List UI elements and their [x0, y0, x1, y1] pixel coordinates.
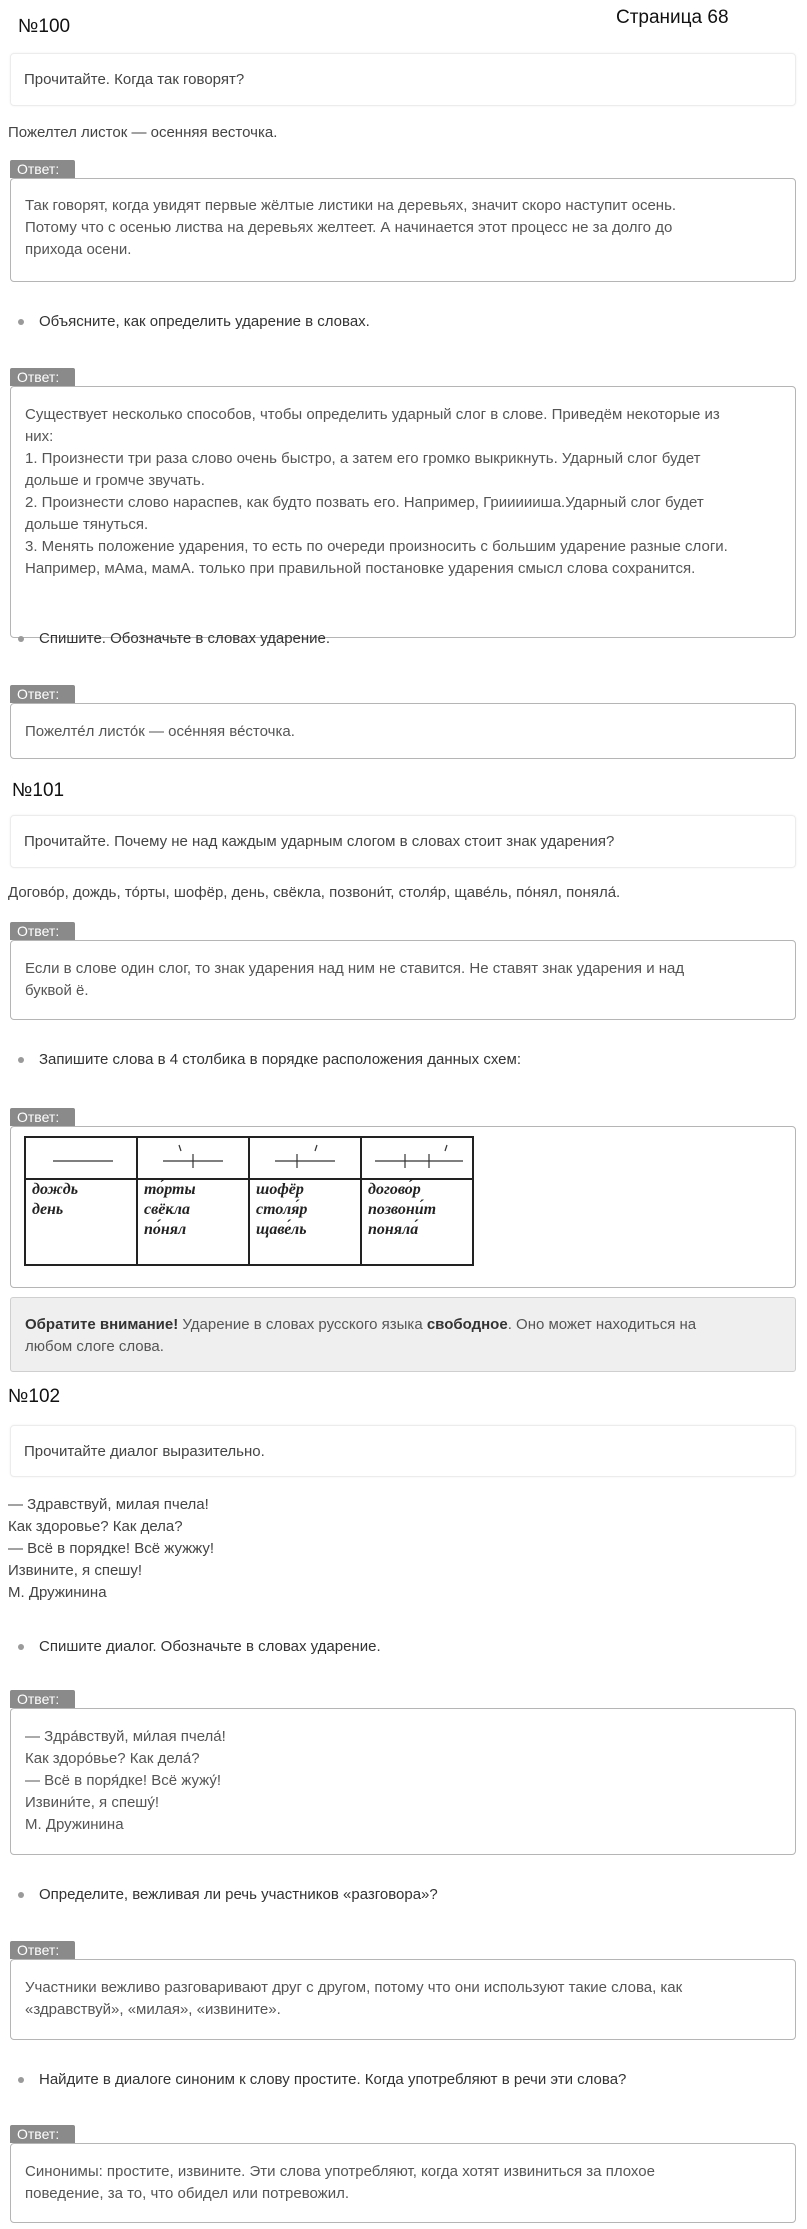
- answer-line: — Здра́вствуй, ми́лая пчела́!: [25, 1728, 226, 1745]
- answer-line: Потому что с осенью листва на деревьях желтеет. А начинается этот процесс не за долго до: [25, 219, 673, 236]
- task-text: Найдите в диалоге синоним к слову простите. Когда употребляют в речи эти слова?: [39, 2071, 627, 2088]
- question-text: Прочитайте. Почему не над каждым ударным слогом в словах стоит знак ударения?: [24, 833, 615, 850]
- column-word: по́нял: [144, 1221, 187, 1238]
- task-item: [18, 630, 330, 647]
- column-word: шофёр: [256, 1181, 304, 1198]
- exercise-number-101: №101: [12, 780, 65, 801]
- exercise-number-102: №102: [8, 1386, 61, 1407]
- question-text: Прочитайте диалог выразительно.: [24, 1442, 265, 1460]
- task-text: Спишите. Обозначьте в словах ударение.: [39, 630, 331, 647]
- bullet-icon: [18, 636, 24, 642]
- answer-line: дольше и громче звучать.: [25, 472, 205, 489]
- answer-line: Как здоро́вье? Как дела́?: [25, 1750, 200, 1767]
- exercise-number-100: №100: [18, 16, 71, 37]
- stress-schema-icon: [143, 1141, 243, 1171]
- column-word: поняла́: [368, 1221, 419, 1238]
- bullet-icon: [18, 1057, 24, 1063]
- answer-box: [10, 386, 796, 638]
- column-word: позвони́т: [368, 1201, 437, 1218]
- note-bold: Обратите внимание!: [25, 1316, 179, 1333]
- answer-label: Ответ:: [10, 1941, 75, 1959]
- words-text: Догово́р, дождь, то́рты, шофёр, день, свёкла, позвони́т, столя́р, щаве́ль, по́нял, поняла́.: [8, 884, 621, 901]
- answer-line: Извини́те, я спешу́!: [25, 1794, 160, 1811]
- bullet-icon: [18, 319, 24, 325]
- answer-line: 3. Менять положение ударения, то есть по очереди произносить с большим ударение разные слоги.: [25, 538, 728, 555]
- answer-line: 2. Произнести слово нараспев, как будто позвать его. Например, Гриииииша.Ударный слог будет: [25, 494, 704, 511]
- question-box: [10, 53, 796, 106]
- task-item: [18, 1886, 438, 1903]
- answer-line: Пожелте́л листо́к — осе́нняя ве́сточка.: [25, 723, 295, 740]
- page-number: Страница 68: [616, 7, 729, 28]
- schema-2: [137, 1137, 249, 1179]
- answer-line: Участники вежливо разговаривают друг с другом, потому что они используют такие слова, как: [25, 1979, 683, 1996]
- answer-label: Ответ:: [10, 2125, 75, 2143]
- answer-line: Если в слове один слог, то знак ударения над ним не ставится. Не ставят знак ударения и над: [25, 960, 685, 977]
- answer-line: Так говорят, когда увидят первые жёлтые листики на деревьях, значит скоро наступит осень.: [25, 197, 677, 214]
- schema-column-3: [249, 1179, 361, 1265]
- answer-label: Ответ:: [10, 685, 75, 703]
- task-text: Объясните, как определить ударение в словах.: [39, 313, 370, 330]
- question-text: Прочитайте. Когда так говорят?: [24, 71, 245, 88]
- bullet-icon: [18, 1892, 24, 1898]
- column-word: дождь: [32, 1181, 79, 1198]
- column-word: то́рты: [144, 1181, 196, 1198]
- note-bold: свободное: [426, 1316, 508, 1333]
- schema-3: [249, 1137, 361, 1179]
- task-text: Определите, вежливая ли речь участников «разговора»?: [39, 1886, 438, 1903]
- task-item: [18, 1638, 381, 1655]
- answer-line: дольше тянуться.: [25, 516, 149, 533]
- answer-line: буквой ё.: [25, 982, 89, 999]
- answer-line: Синонимы: простите, извините. Эти слова употребляют, когда хотят извиниться за плохое: [25, 2163, 655, 2180]
- dialog-line: Извините, я спешу!: [8, 1562, 143, 1579]
- schema-table: [24, 1136, 474, 1266]
- answer-label: Ответ:: [10, 1108, 75, 1126]
- answer-line: Например, мАма, мамА. только при правильной постановке ударения смысл слова сохранится.: [25, 560, 696, 577]
- schema-4: [361, 1137, 473, 1179]
- schema-1: [25, 1137, 137, 1179]
- answer-label: Ответ:: [10, 1690, 75, 1708]
- answer-line: прихода осени.: [25, 241, 132, 258]
- note-text: любом слоге слова.: [25, 1338, 164, 1355]
- task-item: [18, 313, 370, 330]
- answer-box: [10, 2143, 796, 2223]
- column-word: день: [32, 1201, 64, 1218]
- task-item: [18, 1051, 521, 1068]
- answer-line: «здравствуй», «милая», «извините».: [25, 2001, 281, 2018]
- dialog-line: М. Дружинина: [8, 1584, 107, 1601]
- task-text: Запишите слова в 4 столбика в порядке расположения данных схем:: [39, 1051, 521, 1068]
- answer-box: [10, 1708, 796, 1855]
- answer-label: Ответ:: [10, 368, 75, 386]
- dialog-line: — Всё в порядке! Всё жужжу!: [8, 1540, 215, 1557]
- answer-box: [10, 703, 796, 759]
- dialog-line: Как здоровье? Как дела?: [8, 1518, 183, 1535]
- answer-box: [10, 178, 796, 282]
- schema-column-4: [361, 1179, 473, 1265]
- column-word: щаве́ль: [256, 1221, 307, 1238]
- stress-schema-icon: [31, 1141, 131, 1171]
- answer-box: [10, 940, 796, 1020]
- question-box: [10, 815, 796, 868]
- answer-label: Ответ:: [10, 160, 75, 178]
- task-item: [18, 2071, 626, 2088]
- stress-schema-icon: [367, 1141, 467, 1171]
- note-text: Ударение в словах русского языка: [178, 1316, 427, 1333]
- answer-line: 1. Произнести три раза слово очень быстро, а затем его громко выкрикнуть. Ударный слог будет: [25, 450, 701, 467]
- column-word: догово́р: [368, 1181, 421, 1198]
- dialog-text: [8, 1494, 214, 1604]
- answer-line: них:: [25, 428, 54, 445]
- answer-line: Существует несколько способов, чтобы определить ударный слог в слове. Приведём некоторые из: [25, 406, 720, 423]
- proverb-text: Пожелтел листок — осенняя весточка.: [8, 124, 278, 141]
- note-box: [10, 1297, 796, 1372]
- answer-line: поведение, за то, что обидел или потревожил.: [25, 2185, 350, 2202]
- stress-schema-icon: [255, 1141, 355, 1171]
- answer-line: — Всё в поря́дке! Всё жужу́!: [25, 1772, 221, 1789]
- dialog-line: — Здравствуй, милая пчела!: [8, 1496, 209, 1513]
- question-box: [10, 1425, 796, 1477]
- task-text: Спишите диалог. Обозначьте в словах ударение.: [39, 1638, 381, 1655]
- answer-label: Ответ:: [10, 922, 75, 940]
- column-word: свёкла: [144, 1201, 190, 1218]
- schema-column-1: [25, 1179, 137, 1265]
- note-text: . Оно может находиться на: [507, 1316, 697, 1333]
- column-word: столя́р: [256, 1201, 308, 1218]
- answer-box: [10, 1959, 796, 2040]
- bullet-icon: [18, 2077, 24, 2083]
- schema-column-2: [137, 1179, 249, 1265]
- bullet-icon: [18, 1644, 24, 1650]
- answer-line: М. Дружинина: [25, 1816, 124, 1833]
